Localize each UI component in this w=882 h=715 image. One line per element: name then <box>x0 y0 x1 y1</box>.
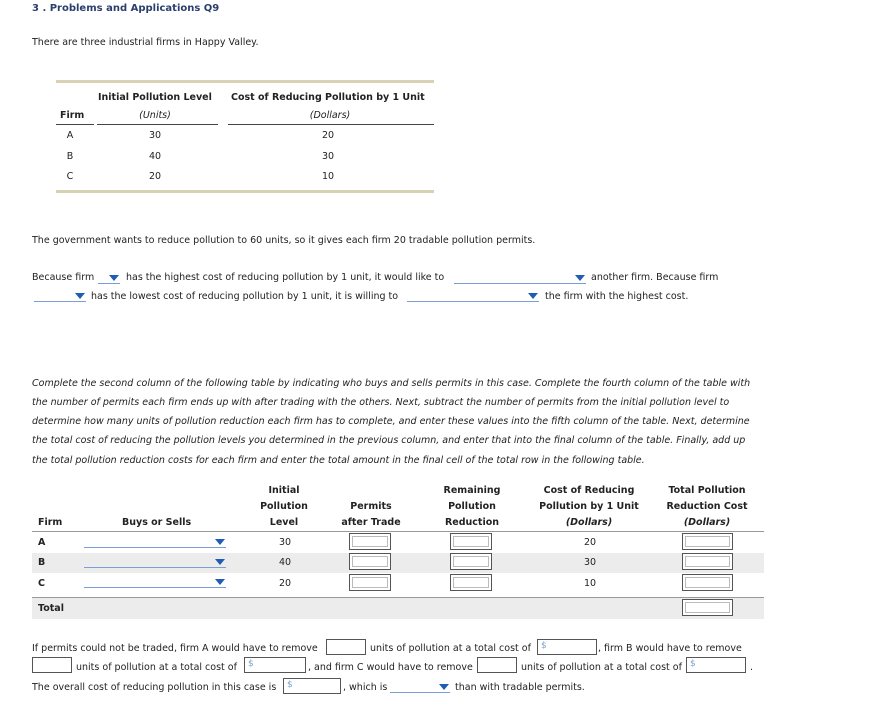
header-buys-sells: Buys or Sells <box>122 517 192 528</box>
firm-a-cost-input[interactable] <box>537 639 597 655</box>
chevron-down-icon <box>528 293 538 299</box>
government-text: The government wants to reduce pollution to 60 units, so it gives each firm 20 tradable pollution permits. <box>32 235 536 246</box>
sentence1-part2: has the highest cost of reducing pollution by 1 unit, it would like to <box>126 272 445 283</box>
table-cell: 10 <box>321 171 335 182</box>
sentence2-text: units of pollution at a total cost of <box>76 662 237 673</box>
firm-b-units-input[interactable] <box>32 657 72 673</box>
header-initial: Pollution <box>260 501 308 512</box>
header-total: (Dollars) <box>683 517 731 528</box>
header-underline-cost <box>228 124 434 125</box>
willing-action-dropdown[interactable] <box>407 290 539 302</box>
header-remaining: Remaining <box>443 485 501 496</box>
table-cell: 30 <box>148 130 162 141</box>
chevron-down-icon <box>215 579 225 585</box>
unit-cost: 30 <box>583 557 597 568</box>
header-initial-unit: (Units) <box>139 110 171 121</box>
sentence2-text: units of pollution at a total cost of <box>521 662 682 673</box>
header-initial: Level <box>269 517 299 528</box>
instruction-line: the total cost of reducing the pollution levels you determined in the previous column, and enter that into the final column of the table. Finally, add up <box>32 435 746 446</box>
dollar-sign: $ <box>541 641 547 651</box>
firm-a-permits-input[interactable] <box>349 533 391 550</box>
header-total: Total Pollution <box>668 485 746 496</box>
header-remaining: Pollution <box>448 501 496 512</box>
total-label: Total <box>38 603 64 614</box>
firm-c-buys-sells-dropdown[interactable] <box>84 576 226 588</box>
firm-a-total-cost-input[interactable] <box>682 533 733 550</box>
chevron-down-icon <box>575 275 585 281</box>
header-initial: Initial Pollution Level <box>98 92 212 103</box>
highest-cost-firm-dropdown[interactable] <box>98 272 120 284</box>
header-firm: Firm <box>38 517 63 528</box>
sentence2-text: If permits could not be traded, firm A would have to remove <box>32 643 318 654</box>
comparison-dropdown[interactable] <box>390 681 450 693</box>
header-underline <box>32 531 764 532</box>
instruction-line: the number of permits each firm ends up with after trading with the others. Next, subtract the number of permits from the initial pollution level to <box>32 397 730 408</box>
dollar-sign: $ <box>248 659 254 669</box>
chevron-down-icon <box>215 559 225 565</box>
firm-c-total-cost-input[interactable] <box>682 574 733 591</box>
initial-level: 30 <box>278 537 292 548</box>
header-underline-initial <box>97 124 218 125</box>
chevron-down-icon <box>75 293 85 299</box>
table-top-rule <box>56 80 434 83</box>
header-permits: after Trade <box>341 517 401 528</box>
firm-label: C <box>38 578 45 589</box>
firm-b-cost-input[interactable] <box>244 657 306 673</box>
sentence2-text: , and firm C would have to remove <box>308 662 473 673</box>
firm-c-cost-input[interactable] <box>686 657 746 673</box>
sentence1-part4: has the lowest cost of reducing pollution by 1 unit, it is willing to <box>91 291 399 302</box>
firm-b-total-cost-input[interactable] <box>682 553 733 570</box>
table-cell: 20 <box>148 171 162 182</box>
lowest-cost-firm-dropdown[interactable] <box>34 290 86 302</box>
header-remaining: Reduction <box>444 517 500 528</box>
buy-sell-action-dropdown[interactable] <box>454 272 586 284</box>
total-row-shading <box>32 597 764 619</box>
sentence2-text: The overall cost of reducing pollution in this case is <box>32 682 277 693</box>
instruction-line: the total pollution reduction costs for each firm and enter the total amount in the final cell of the total row in the following table. <box>32 455 645 466</box>
intro-text: There are three industrial firms in Happy Valley. <box>32 37 259 48</box>
firm-b-permits-input[interactable] <box>349 553 391 570</box>
header-initial: Initial <box>268 485 300 496</box>
question-title: 3 . Problems and Applications Q9 <box>32 3 220 14</box>
header-cost: Cost of Reducing <box>543 485 635 496</box>
firm-c-units-input[interactable] <box>477 657 517 673</box>
chevron-down-icon <box>439 684 449 690</box>
unit-cost: 10 <box>583 578 597 589</box>
table-cell: 40 <box>148 151 162 162</box>
firm-b-remaining-input[interactable] <box>450 553 492 570</box>
table-cell: 20 <box>321 130 335 141</box>
header-cost-unit: (Dollars) <box>309 110 351 121</box>
sentence1-part5: the firm with the highest cost. <box>545 291 689 302</box>
table-cell: B <box>66 151 74 162</box>
header-cost: Pollution by 1 Unit <box>539 501 639 512</box>
firm-label: B <box>38 557 46 568</box>
chevron-down-icon <box>215 539 225 545</box>
chevron-down-icon <box>109 275 119 281</box>
dollar-sign: $ <box>690 659 696 669</box>
firm-a-buys-sells-dropdown[interactable] <box>84 536 226 548</box>
firm-a-remaining-input[interactable] <box>450 533 492 550</box>
table-cell: 30 <box>321 151 335 162</box>
grand-total-cost-input[interactable] <box>682 599 733 616</box>
firm-c-remaining-input[interactable] <box>450 574 492 591</box>
header-total: Reduction Cost <box>666 501 748 512</box>
sentence2-text: units of pollution at a total cost of <box>370 643 531 654</box>
firm-label: A <box>38 537 46 548</box>
sentence2-text: . <box>750 662 754 673</box>
firm-a-units-input[interactable] <box>326 639 366 655</box>
unit-cost: 20 <box>583 537 597 548</box>
firm-c-permits-input[interactable] <box>349 574 391 591</box>
initial-level: 20 <box>278 578 292 589</box>
sentence2-text: , firm B would have to remove <box>598 643 742 654</box>
header-cost: Cost of Reducing Pollution by 1 Unit <box>231 92 425 103</box>
sentence2-text: , which is <box>343 682 388 693</box>
sentence2-text: than with tradable permits. <box>455 682 585 693</box>
total-row-rule <box>32 597 764 598</box>
sentence1-part1: Because firm <box>32 272 95 283</box>
header-permits: Permits <box>350 501 392 512</box>
dollar-sign: $ <box>287 680 293 690</box>
table-cell: A <box>66 130 74 141</box>
header-cost: (Dollars) <box>565 517 613 528</box>
instruction-line: Complete the second column of the following table by indicating who buys and sells permits in this case. Complete the fourth column of the table with <box>32 378 751 389</box>
sentence1-part3: another firm. Because firm <box>591 272 719 283</box>
table-cell: C <box>66 171 74 182</box>
header-firm: Firm <box>60 110 85 121</box>
initial-level: 40 <box>278 557 292 568</box>
overall-cost-input[interactable] <box>283 678 341 694</box>
instruction-line: determine how many units of pollution reduction each firm has to complete, and enter these values into the fifth column of the table. Next, determine <box>32 416 750 427</box>
header-underline-firm <box>56 124 94 125</box>
firm-b-buys-sells-dropdown[interactable] <box>84 556 226 568</box>
table-bottom-rule <box>56 190 434 193</box>
